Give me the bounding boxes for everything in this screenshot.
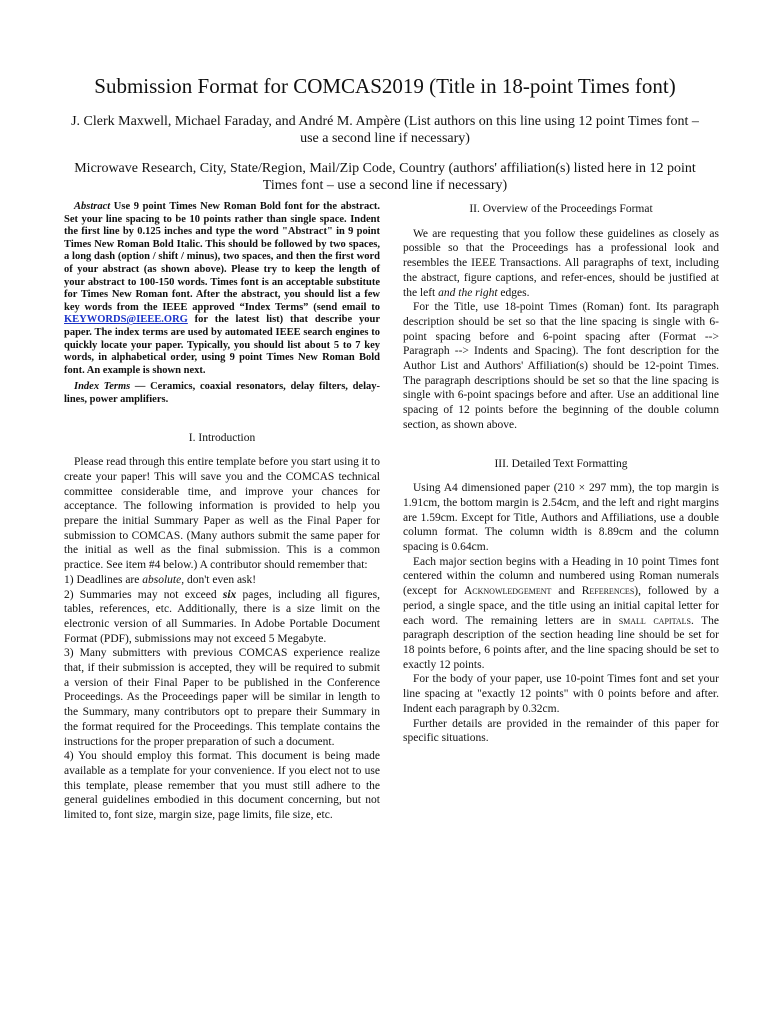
intro-item-2: 2) Summaries may not exceed six pages, including all figures, tables, references, etc. Additionally, there is a size limit on the electronic version of all Summaries. In Adobe Portable Document Format (PDF), submissions may not exceed 5 Megabyte. [64,588,381,645]
section-heading-text-formatting: III. Detailed Text Formatting [494,457,628,470]
abstract [64,201,380,377]
author-affiliation: Microwave Research, City, State/Region, Mail/Zip Code, Country (authors' affiliation(s) listed here in 12 point Times font – use a second line if necessary) [74,161,696,193]
abstract-text-end: for the latest list) that describe your paper. The index terms are used by automated IEEE search engines to quickly locate your paper. Typically, you should list about 5 to 7 key words, in alphabetical order, using 9 point Times New Roman Bold font. An example is shown next. [64,314,381,376]
right-column [403,201,719,746]
index-terms [64,381,380,406]
keywords-email-link[interactable]: KEYWORDS@IEEE.ORG [64,314,188,326]
formatting-paragraph-1: Using A4 dimensioned paper (210 × 297 mm), the top margin is 1.91cm, the bottom margin is 2.54cm, and the left and right margins are 1.59cm. Except for Title, Authors and Affiliations, use a double column format. The column width is 8.89cm and the column spacing is 0.64cm. [403,482,719,554]
formatting-paragraph-4: Further details are provided in the remainder of this paper for specific situations. [403,717,719,745]
intro-item-1: 1) Deadlines are absolute, don't even ask! [64,573,257,586]
abstract-label: Abstract [74,201,111,212]
overview-paragraph-1: We are requesting that you follow these guidelines as closely as possible so that the Proceedings has a professional look and resembles the IEEE Transactions. All paragraphs of text, including the abstract, figure captions, and refer-ences, should be justified at the left and the right edges. [403,227,719,299]
emphasis-absolute: absolute [142,573,182,586]
emphasis-six: six [222,588,237,601]
abstract-text: Use 9 point Times New Roman Bold font for the abstract. Set your line spacing to be 10 points rather than single space. Indent the first line by 0.125 inches and type the word "Abstract" in 9 point Times New Roman Bold Italic. This should be followed by two spaces, a long dash (option / shift / minus), two spaces, and then the first word of your abstract (as shown above). Please try to keep the length of your abstract to 100-150 words. Times font is an acceptable substitute for Times New Roman font. After the abstract, you should list a few key words from the IEEE approved “Index Terms” (send email to [64,201,380,313]
formatting-paragraph-2: Each major section begins with a Heading in 10 point Times font centered within the column and numbered using Roman numerals (except for Acknowledgement and References), followed by a period, a single space, and the title using an initial capital letter for each word. The remaining letters are in small capitals. The paragraph description of the section heading line should be set for 18 points before, 6 points after, and the line spacing should be set to exactly 12 points. [403,555,720,671]
section-heading-overview: II. Overview of the Proceedings Format [469,203,653,215]
left-column [64,201,380,823]
index-terms-label: Index Terms [74,381,131,393]
formatting-paragraph-3: For the body of your paper, use 10-point Times font and set your line spacing at "exactly 12 points" with 0 points before and after. Indent each paragraph by 0.32cm. [403,673,719,715]
intro-paragraph: Please read through this entire template before you start using it to create your paper! This will save you and the COMCAS technical committee considerable time, and improve your chances for acceptance. The following information is provided to help you prepare the initial Summary Paper as well as the Final Paper for submission to COMCAS. (Many authors submit the same paper for the initial as well as the final submission. This is a common practice. See item #4 below.) A contributor should remember that: [64,456,380,572]
intro-item-4: 4) You should employ this format. This document is being made available as a template for your convenience. If you elect not to use this template, please remember that you must still adhere to the general guidelines embodied in this document concerning, but not limited to, font size, margin size, page limits, file size, etc. [64,750,380,822]
section-heading-introduction: I. Introduction [188,431,256,444]
paper-title: Submission Format for COMCAS2019 (Title in 18-point Times font) [94,74,676,98]
index-terms-text: — Ceramics, coaxial resonators, delay filters, delay-lines, power amplifiers. [64,381,380,405]
overview-paragraph-2: For the Title, use 18-point Times (Roman) font. Its paragraph description should be set so that the line spacing is single with 6-point spacing before and 6-point spacing after (Format --> Paragraph --> Indents and Spacing). The font description for the Author List and Authors' Affiliation(s) should be 12-point Times. The paragraph descriptions should be set so that the line spacing is single with 6-point spacings before and after. Use an additional line spacing of 12 points before the beginning of the double column section, as shown above. [403,301,719,431]
author-list: J. Clerk Maxwell, Michael Faraday, and André M. Ampère (List authors on this line using 12 point Times font – use a second line if necessary) [71,114,699,146]
intro-item-3: 3) Many submitters with previous COMCAS experience realize that, if their submission is accepted, they will be required to submit a version of their Final Paper to be published in the Conference Proceedings. As the Proceedings paper will be similar in length to the Summary, many contributors opt to prepare their Summary in the format required for the Proceedings. This template contains the instructions for the proper preparation of such a document. [64,647,380,748]
